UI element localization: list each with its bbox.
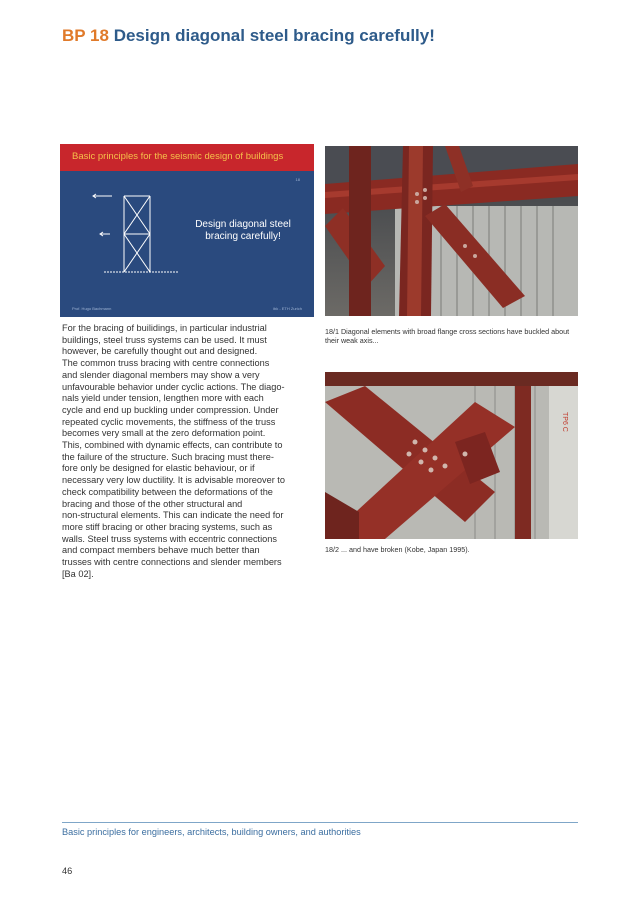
title-prefix: BP 18: [62, 26, 109, 45]
body-paragraph: [62, 323, 316, 580]
page-title: [62, 26, 435, 46]
footer-divider: [62, 822, 578, 823]
body-line: walls. Steel truss systems with eccentric connections: [62, 533, 277, 544]
page-number: 46: [62, 866, 73, 876]
slide-footer-author: Prof. Hugo Bachmann: [72, 306, 112, 311]
photo1-caption: 18/1 Diagonal elements with broad flange cross sections have buckled about their weak axis...: [325, 327, 570, 345]
body-line: check compatibility between the deformations of the: [62, 486, 273, 497]
photo2-stencil-label: TP6 C: [561, 412, 568, 432]
body-line: unfavourable behavior under cyclic actions. The diago-: [62, 381, 285, 392]
body-line: This, combined with dynamic effects, can contribute to: [62, 440, 283, 451]
body-line: nals yield under tension, lengthen more with each: [62, 393, 264, 404]
body-line: and compact members behave much better than: [62, 545, 260, 556]
lecture-slide: [60, 144, 314, 317]
body-line: necessary very low ductility. It is advisable moreover to: [62, 475, 285, 486]
footer-text: Basic principles for engineers, architects, building owners, and authorities: [62, 827, 361, 837]
photo-broken-bracing: [325, 372, 578, 539]
slide-number: 18: [295, 177, 300, 182]
body-line: For the bracing of builidings, in particular industrial: [62, 323, 267, 333]
photo2-caption: 18/2 ... and have broken (Kobe, Japan 1995).: [325, 545, 470, 554]
body-line: bracing and those of the other structural and: [62, 498, 243, 509]
body-line: non-structural elements. This can indicate the need for: [62, 510, 284, 521]
body-line: fore only be designed for elastic behaviour, or if: [62, 463, 255, 474]
body-line: becomes very small at the zero deformation point.: [62, 428, 266, 439]
body-line: however, be carefully thought out and designed.: [62, 346, 258, 357]
body-line: [Ba 02].: [62, 568, 94, 579]
title-text: Design diagonal steel bracing carefully!: [113, 26, 435, 45]
body-line: more stiff bracing or other bracing systems, such as: [62, 521, 273, 532]
body-line: trusses with centre connections and slender members: [62, 557, 282, 568]
body-line: buildings, steel truss systems can be used. It must: [62, 334, 267, 345]
slide-header-text: Basic principles for the seismic design of buildings: [72, 151, 284, 162]
slide-main-text: Design diagonal steel bracing carefully!: [195, 219, 291, 242]
body-line: and slender diagonal members may show a very: [62, 369, 260, 380]
slide-footer-institution: ibk - ETH Zurich: [273, 306, 302, 311]
body-line: the failure of the structure. Such bracing must there-: [62, 451, 274, 462]
photo-buckled-diagonals: [325, 146, 578, 316]
body-line: repeated cyclic movements, the stiffness of the truss: [62, 416, 276, 427]
body-line: The common truss bracing with centre connections: [62, 358, 270, 369]
body-line: cycle and end up buckling under compression. Under: [62, 404, 279, 415]
